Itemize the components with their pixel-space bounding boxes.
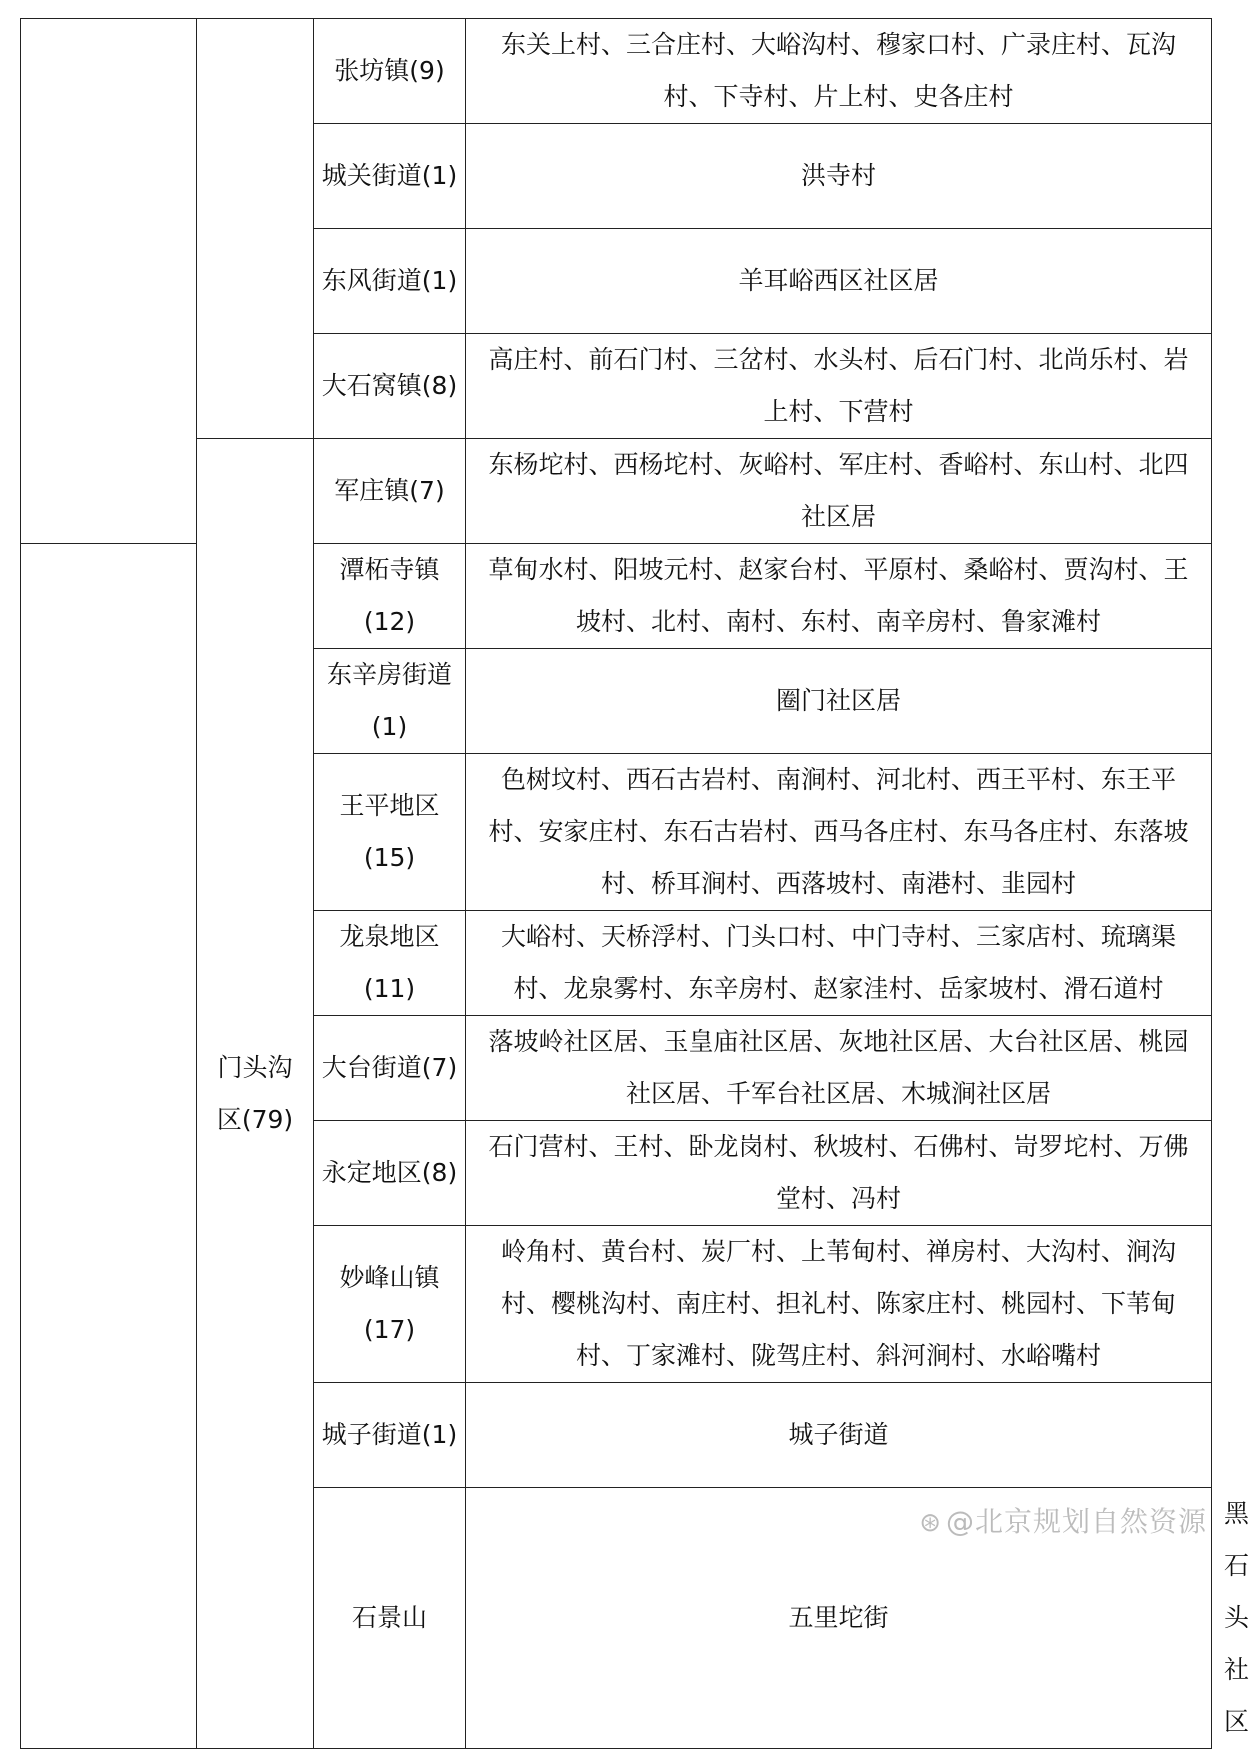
watermark-text: @北京规划自然资源 [945, 1505, 1207, 1538]
villages-cell: 色树坟村、西石古岩村、南涧村、河北村、西王平村、东王平村、安家庄村、东石古岩村、西马各庄村、东马各庄村、东落坡村、桥耳涧村、西落坡村、南港村、韭园村 [466, 754, 1212, 911]
table-row: 石景山 五里坨街 黑石头社区 [21, 1488, 1212, 1749]
town-cell: 永定地区(8) [314, 1121, 466, 1226]
town-cell: 城子街道(1) [314, 1383, 466, 1488]
villages-cell: 石门营村、王村、卧龙岗村、秋坡村、石佛村、岢罗坨村、万佛堂村、冯村 [466, 1121, 1212, 1226]
town-cell: 张坊镇(9) [314, 19, 466, 124]
town-cell: 军庄镇(7) [314, 439, 466, 544]
town-cell: 东风街道(1) [314, 229, 466, 334]
town-cell: 王平地区(15) [314, 754, 466, 911]
villages-cell: 落坡岭社区居、玉皇庙社区居、灰地社区居、大台社区居、桃园社区居、千军台社区居、木城涧社区居 [466, 1016, 1212, 1121]
district-cell-previous [197, 19, 314, 439]
table-row [21, 19, 1212, 124]
villages-cell: 高庄村、前石门村、三岔村、水头村、后石门村、北尚乐村、岩上村、下营村 [466, 334, 1212, 439]
district-cell-mentougou: 门头沟区(79) [197, 439, 314, 1749]
table-row [21, 439, 1212, 544]
district-cell-shijingshan: 石景山 [314, 1488, 466, 1749]
town-cell: 城关街道(1) [314, 124, 466, 229]
level1-cell [21, 19, 197, 544]
watermark [919, 1500, 1207, 1540]
town-cell: 五里坨街 [466, 1488, 1212, 1749]
town-cell: 潭柘寺镇(12) [314, 544, 466, 649]
villages-cell: 羊耳峪西区社区居 [466, 229, 1212, 334]
town-cell: 妙峰山镇(17) [314, 1226, 466, 1383]
villages-cell: 东杨坨村、西杨坨村、灰峪村、军庄村、香峪村、东山村、北四社区居 [466, 439, 1212, 544]
town-cell: 龙泉地区(11) [314, 911, 466, 1016]
villages-cell: 东关上村、三合庄村、大峪沟村、穆家口村、广录庄村、瓦沟村、下寺村、片上村、史各庄村 [466, 19, 1212, 124]
villages-cell: 岭角村、黄台村、炭厂村、上苇甸村、禅房村、大沟村、涧沟村、樱桃沟村、南庄村、担礼村、陈家庄村、桃园村、下苇甸村、丁家滩村、陇驾庄村、斜河涧村、水峪嘴村 [466, 1226, 1212, 1383]
villages-cell: 圈门社区居 [466, 649, 1212, 754]
weibo-logo-icon: ⊛ [919, 1508, 942, 1538]
villages-cell: 洪寺村 [466, 124, 1212, 229]
town-cell: 大台街道(7) [314, 1016, 466, 1121]
villages-cell: 大峪村、天桥浮村、门头口村、中门寺村、三家店村、琉璃渠村、龙泉雾村、东辛房村、赵家洼村、岳家坡村、滑石道村 [466, 911, 1212, 1016]
villages-cell: 城子街道 [466, 1383, 1212, 1488]
level1-cell-continued [21, 544, 197, 1749]
villages-cell: 草甸水村、阳坡元村、赵家台村、平原村、桑峪村、贾沟村、王坡村、北村、南村、东村、南辛房村、鲁家滩村 [466, 544, 1212, 649]
village-list-table [20, 18, 1249, 1749]
town-cell: 大石窝镇(8) [314, 334, 466, 439]
town-cell: 东辛房街道(1) [314, 649, 466, 754]
